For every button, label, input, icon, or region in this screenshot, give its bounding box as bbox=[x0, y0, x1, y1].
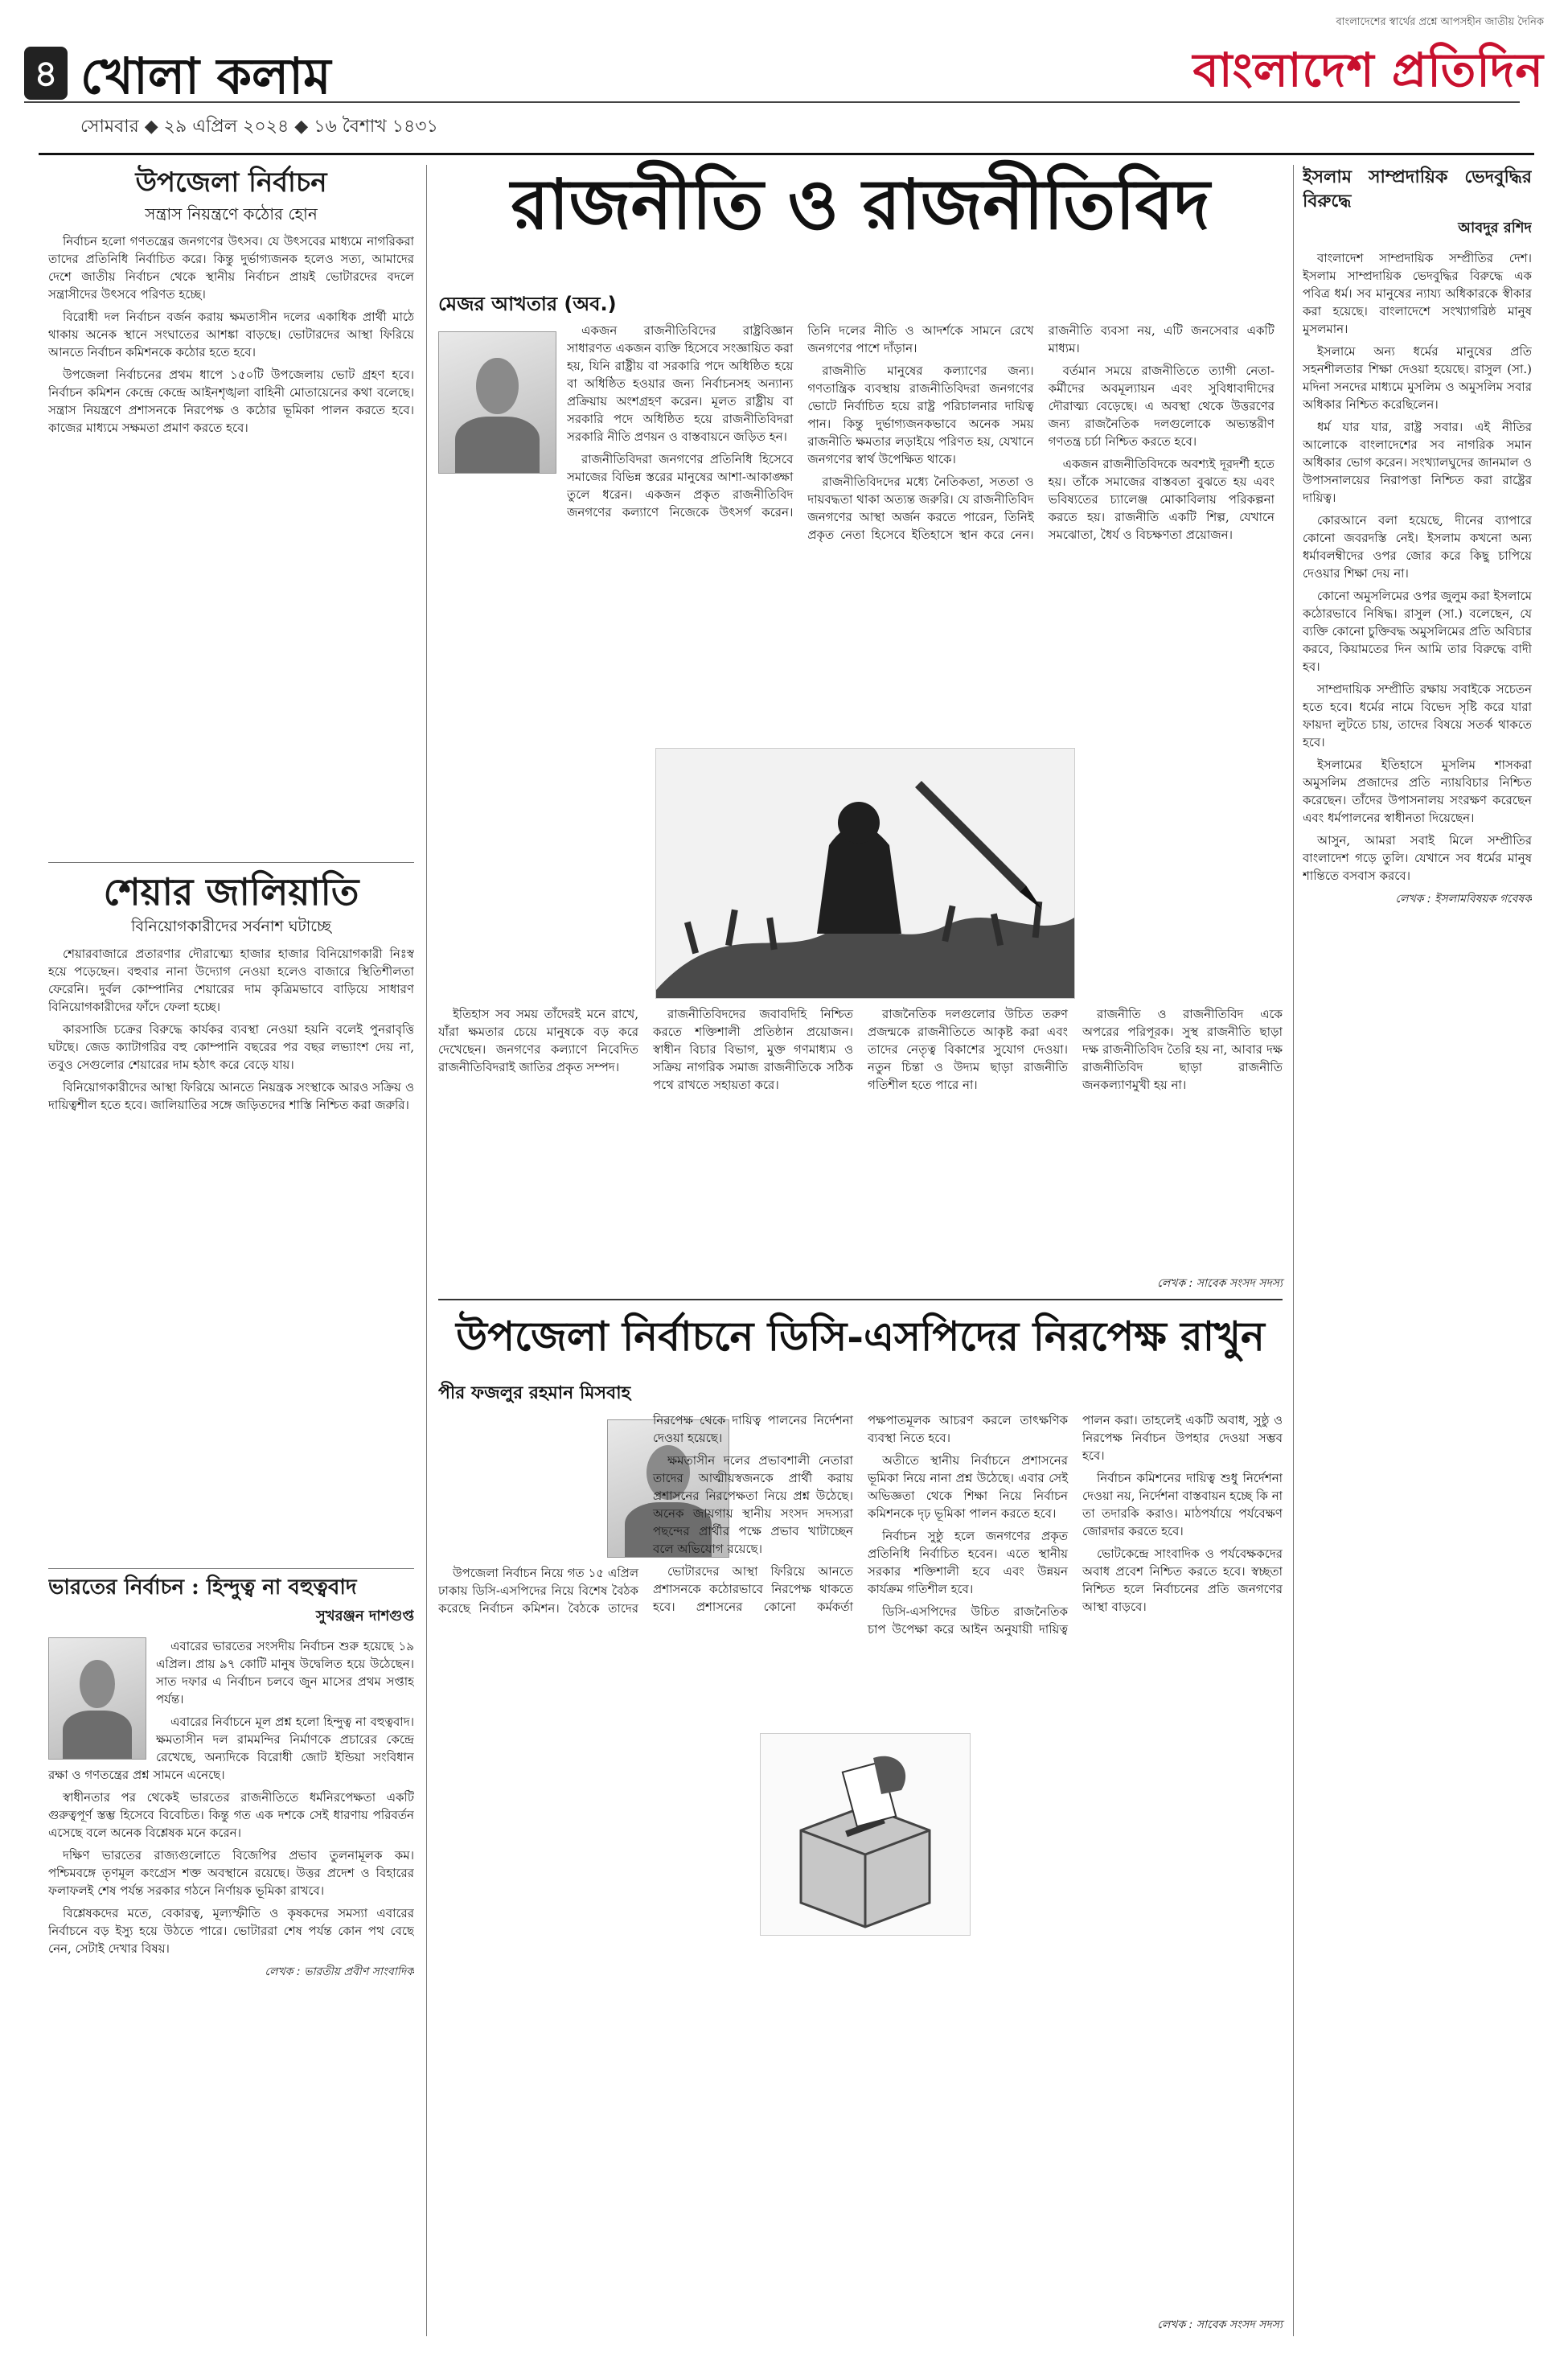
share-subtitle: বিনিয়োগকারীদের সর্বনাশ ঘটাচ্ছে bbox=[131, 918, 331, 935]
right-title: ইসলাম সাম্প্রদায়িক ভেদবুদ্ধির বিরুদ্ধে bbox=[1303, 166, 1532, 212]
india-credit: লেখক : ভারতীয় প্রবীণ সাংবাদিক bbox=[265, 1965, 414, 1978]
india-author: সুখরঞ্জন দাশগুপ্ত bbox=[315, 1608, 414, 1624]
page-header bbox=[0, 0, 1568, 153]
right-author: আবদুর রশিদ bbox=[1458, 220, 1532, 236]
second-para: ডিসি-এসপিদের উচিত রাজনৈতিক চাপ উপেক্ষা করে আইন অনুযায়ী দায়িত্ব পালন করা। তাহলেই একটি অবাধ, সুষ্ঠু ও নিরপেক্ষ নির্বাচন উপহার দেওয়া সম্ভব হবে। bbox=[868, 1413, 1283, 1637]
right-para: আসুন, আমরা সবাই মিলে সম্প্রীতির বাংলাদেশ গড়ে তুলি। যেখানে সব ধর্মের মানুষ শান্তিতে বসবাস করবে। bbox=[1303, 833, 1532, 883]
masthead-logo[interactable] bbox=[1193, 14, 1544, 113]
upazila-para: উপজেলা নির্বাচনের প্রথম ধাপে ১৫০টি উপজেলায় ভোট গ্রহণ হবে। নির্বাচন কমিশন কেন্দ্রে কেন্দ্রে আইনশৃঙ্খলা বাহিনী মোতায়েনের কথা বলেছে। সন্ত্রাস নিয়ন্ত্রণে প্রশাসনকে নিরপেক্ষ ও কঠোর ভূমিকা পালন করতে হবে। কাজের মাধ্যমে সক্ষমতা প্রমাণ করতে হবে। bbox=[48, 368, 414, 435]
left-divider-2 bbox=[48, 1568, 414, 1569]
right-para: কোরআনে বলা হয়েছে, দীনের ব্যাপারে কোনো জবরদস্তি নেই। ইসলাম কখনো অন্য ধর্মাবলম্বীদের ওপর জোর করে কিছু চাপিয়ে দেওয়ার শিক্ষা দেয় না। bbox=[1303, 513, 1532, 581]
left-column bbox=[48, 165, 414, 2336]
column-divider-right bbox=[1293, 165, 1294, 2336]
center-divider bbox=[438, 1299, 1283, 1300]
main-body-bottom bbox=[438, 1005, 1283, 1271]
right-para: ইসলামের ইতিহাসে মুসলিম শাসকরা অমুসলিম প্রজাদের প্রতি ন্যায়বিচার নিশ্চিত করেছেন। তাঁদের উপাসনালয় সংরক্ষণ করেছেন এবং ধর্মপালনের স্বাধীনতা দিয়েছেন। bbox=[1303, 758, 1532, 825]
right-para: সাম্প্রদায়িক সম্প্রীতি রক্ষায় সবাইকে সচেতন হতে হবে। ধর্মের নামে বিভেদ সৃষ্টি করে যারা ফায়দা লুটতে চায়, তাদের বিষয়ে সতর্ক থাকতে হবে। bbox=[1303, 682, 1532, 750]
second-para: উপজেলা নির্বাচন নিয়ে গত ১৫ এপ্রিল ঢাকায় ডিসি-এসপিদের নিয়ে বিশেষ বৈঠক করেছে নির্বাচন কমিশন। বৈঠকে তাদের নিরপেক্ষ থেকে দায়িত্ব পালনের নির্দেশনা দেওয়া হয়েছে। bbox=[438, 1413, 853, 1616]
second-para: অতীতে স্থানীয় নির্বাচনে প্রশাসনের ভূমিকা নিয়ে নানা প্রশ্ন উঠেছে। এবার সেই অভিজ্ঞতা থেকে শিক্ষা নিয়ে নির্বাচন কমিশনকে দৃঢ় ভূমিকা পালন করতে হবে। bbox=[868, 1453, 1068, 1521]
header-rule bbox=[39, 153, 1534, 155]
author-photo bbox=[48, 1637, 146, 1760]
main-para: রাজনীতি ও রাজনীতিবিদ একে অপরের পরিপূরক। সুস্থ রাজনীতি ছাড়া দক্ষ রাজনীতিবিদ তৈরি হয় না, আবার দক্ষ রাজনীতিবিদ ছাড়া রাজনীতি জনকল্যাণমুখী হয় না। bbox=[1082, 1007, 1283, 1092]
main-para: রাজনীতি মানুষের কল্যাণের জন্য। গণতান্ত্রিক ব্যবস্থায় রাজনীতিবিদরা জনগণের ভোটে নির্বাচিত হয়ে রাষ্ট্র পরিচালনার দায়িত্ব পান। কিন্তু দুর্ভাগ্যজনকভাবে অনেক সময় রাজনীতি ক্ষমতার লড়াইয়ে পরিণত হয়, যেখানে জনগণের স্বার্থ উপেক্ষিত থাকে। bbox=[807, 363, 1034, 466]
column-divider-left bbox=[426, 165, 427, 2336]
india-title: ভারতের নির্বাচন : হিন্দুত্ব না বহুত্ববাদ bbox=[48, 1575, 357, 1600]
date-line: সোমবার ◆ ২৯ এপ্রিল ২০২৪ ◆ ১৬ বৈশাখ ১৪৩১ bbox=[80, 117, 438, 137]
india-para: এবারের নির্বাচনে মূল প্রশ্ন হলো হিন্দুত্ব না বহুত্ববাদ। ক্ষমতাসীন দল রামমন্দির নির্মাণকে প্রচারের কেন্দ্রে রেখেছে, অন্যদিকে বিরোধী জোট ইন্ডিয়া সংবিধান রক্ষা ও গণতন্ত্রের প্রশ্ন সামনে এনেছে। bbox=[48, 1715, 414, 1782]
right-para: ধর্ম যার যার, রাষ্ট্র সবার। এই নীতির আলোকে বাংলাদেশের সব নাগরিক সমান অধিকার ভোগ করেন। সংখ্যালঘুদের জানমাল ও উপাসনালয়ের নিরাপত্তা নিশ্চিত করা রাষ্ট্রের দায়িত্ব। bbox=[1303, 420, 1532, 505]
share-para: কারসাজি চক্রের বিরুদ্ধে কার্যকর ব্যবস্থা নেওয়া হয়নি বলেই পুনরাবৃত্তি ঘটছে। জেড ক্যাটাগরির বহু কোম্পানি বছরের পর বছর লভ্যাংশ দেয় না, তবুও সেগুলোর শেয়ারের দাম হঠাৎ করে বেড়ে যায়। bbox=[48, 1022, 414, 1072]
second-para: ক্ষমতাসীন দলের প্রভাবশালী নেতারা তাদের আত্মীয়স্বজনকে প্রার্থী করায় প্রশাসনের নিরপেক্ষতা নিয়ে প্রশ্ন উঠেছে। অনেক জায়গায় স্থানীয় সংসদ সদস্যরা পছন্দের প্রার্থীর পক্ষে প্রভাব খাটাচ্ছেন বলে অভিযোগ রয়েছে। bbox=[653, 1453, 853, 1556]
right-column bbox=[1303, 165, 1532, 2336]
main-para: রাজনীতিবিদরা জনগণের প্রতিনিধি হিসেবে সমাজের বিভিন্ন স্তরের মানুষের আশা-আকাঙ্ক্ষা তুলে ধরেন। একজন প্রকৃত রাজনীতিবিদ জনগণের কল্যাণে নিজেকে উৎসর্গ করেন। তিনি দলের নীতি ও আদর্শকে সামনে রেখে জনগণের পাশে দাঁড়ান। bbox=[567, 323, 1034, 520]
india-para: এবারের ভারতের সংসদীয় নির্বাচন শুরু হয়েছে ১৯ এপ্রিল। প্রায় ৯৭ কোটি মানুষ উদ্বেলিত হয়ে উঠেছেন। সাত দফার এ নির্বাচন চলবে জুন মাসের প্রথম সপ্তাহ পর্যন্ত। bbox=[156, 1639, 414, 1707]
upazila-title: উপজেলা নির্বাচন bbox=[135, 166, 327, 199]
second-para: নির্বাচন সুষ্ঠু হলে জনগণের প্রকৃত প্রতিনিধি নির্বাচিত হবেন। এতে স্থানীয় সরকার শক্তিশালী হবে এবং উন্নয়ন কার্যক্রম গতিশীল হবে। bbox=[868, 1529, 1068, 1596]
right-credit: লেখক : ইসলামবিষয়ক গবেষক bbox=[1395, 893, 1532, 906]
main-para: রাজনীতিবিদদের জবাবদিহি নিশ্চিত করতে শক্তিশালী প্রতিষ্ঠান প্রয়োজন। স্বাধীন বিচার বিভাগ, মুক্ত গণমাধ্যম ও সক্রিয় নাগরিক সমাজ রাজনীতিকে সঠিক পথে রাখতে সহায়তা করে। bbox=[653, 1007, 853, 1092]
upazila-para: নির্বাচন হলো গণতন্ত্রের জনগণের উৎসব। যে উৎসবের মাধ্যমে নাগরিকরা তাদের প্রতিনিধি নির্বাচিত করে। কিন্তু দুর্ভাগ্যজনক হলেও সত্য, আমাদের দেশে জাতীয় নির্বাচন থেকে স্থানীয় নির্বাচন প্রায়ই ভোটারদের বদলে সন্ত্রাসীদের উৎসবে পরিণত হচ্ছে। bbox=[48, 234, 414, 302]
section-title: খোলা কলাম bbox=[80, 47, 331, 105]
main-credit: লেখক : সাবেক সংসদ সদস্য bbox=[1157, 1277, 1283, 1290]
india-article bbox=[48, 1569, 414, 2330]
main-article bbox=[438, 161, 1283, 1290]
main-para: রাজনৈতিক দলগুলোর উচিত তরুণ প্রজন্মকে রাজনীতিতে আকৃষ্ট করা এবং তাদের নেতৃত্ব বিকাশের সুযোগ দেওয়া। নতুন চিন্তা ও উদ্যম ছাড়া রাজনীতি গতিশীল হতে পারে না। bbox=[868, 1007, 1068, 1092]
india-para: দক্ষিণ ভারতের রাজ্যগুলোতে বিজেপির প্রভাব তুলনামূলক কম। পশ্চিমবঙ্গে তৃণমূল কংগ্রেস শক্ত অবস্থানে রয়েছে। উত্তর প্রদেশ ও বিহারের ফলাফলই শেষ পর্যন্ত সরকার গঠনে নির্ণায়ক ভূমিকা রাখবে। bbox=[48, 1848, 414, 1898]
right-para: ইসলামে অন্য ধর্মের মানুষের প্রতি সহনশীলতার শিক্ষা দেওয়া হয়েছে। রাসুল (সা.) মদিনা সনদের মাধ্যমে মুসলিম ও অমুসলিম সবার অধিকার নিশ্চিত করেছিলেন। bbox=[1303, 344, 1532, 412]
right-para: বাংলাদেশ সাম্প্রদায়িক সম্প্রীতির দেশ। ইসলাম সাম্প্রদায়িক ভেদবুদ্ধির বিরুদ্ধে এক পবিত্র ধর্ম। সব মানুষের ন্যায্য অধিকারকে স্বীকার করা হয়েছে। বাংলাদেশে সংখ্যাগরিষ্ঠ মানুষ মুসলমান। bbox=[1303, 251, 1532, 336]
share-para: বিনিয়োগকারীদের আস্থা ফিরিয়ে আনতে নিয়ন্ত্রক সংস্থাকে আরও সক্রিয় ও দায়িত্বশীল হতে হবে। জালিয়াতির সঙ্গে জড়িতদের শাস্তি নিশ্চিত করা জরুরি। bbox=[48, 1080, 414, 1112]
second-article bbox=[438, 1307, 1283, 2336]
main-title: রাজনীতি ও রাজনীতিবিদ bbox=[511, 164, 1210, 245]
page-number: ৪ bbox=[24, 47, 68, 100]
share-editorial bbox=[48, 865, 414, 1569]
second-body bbox=[438, 1411, 1283, 2320]
second-para: ভোটকেন্দ্রে সাংবাদিক ও পর্যবেক্ষকদের অবাধ প্রবেশ নিশ্চিত করতে হবে। স্বচ্ছতা নিশ্চিত হলে নির্বাচনের প্রতি জনগণের আস্থা বাড়বে। bbox=[1082, 1546, 1283, 1614]
politics-illustration bbox=[655, 748, 1075, 999]
author-photo bbox=[438, 331, 556, 474]
main-para: ইতিহাস সব সময় তাঁদেরই মনে রাখে, যাঁরা ক্ষমতার চেয়ে মানুষকে বড় করে দেখেছেন। জনগণের কল্যাণে নিবেদিত রাজনীতিবিদরাই জাতির প্রকৃত সম্পদ। bbox=[438, 1007, 638, 1074]
left-divider-1 bbox=[48, 862, 414, 863]
upazila-para: বিরোধী দল নির্বাচন বর্জন করায় ক্ষমতাসীন দলের একাধিক প্রার্থী মাঠে থাকায় অনেক স্থানে সংঘাতের আশঙ্কা বাড়ছে। ভোটারদের আস্থা ফিরিয়ে আনতে নির্বাচন কমিশনকে কঠোর হতে হবে। bbox=[48, 310, 414, 359]
india-para: স্বাধীনতার পর থেকেই ভারতের রাজনীতিতে ধর্মনিরপেক্ষতা একটি গুরুত্বপূর্ণ স্তম্ভ হিসেবে বিবেচিত। কিন্তু গত এক দশকে সেই ধারণায় পরিবর্তন এসেছে বলে অনেক বিশ্লেষক মনে করেন। bbox=[48, 1790, 414, 1840]
india-para: বিশ্লেষকদের মতে, বেকারত্ব, মূল্যস্ফীতি ও কৃষকদের সমস্যা এবারের নির্বাচনে বড় ইস্যু হয়ে উঠতে পারে। ভোটাররা শেষ পর্যন্ত কোন পথ বেছে নেন, সেটাই দেখার বিষয়। bbox=[48, 1906, 414, 1956]
second-credit: লেখক : সাবেক সংসদ সদস্য bbox=[1157, 2319, 1283, 2331]
upazila-editorial bbox=[48, 165, 414, 865]
second-title: উপজেলা নির্বাচনে ডিসি-এসপিদের নিরপেক্ষ রাখুন bbox=[456, 1312, 1265, 1360]
share-para: শেয়ারবাজারে প্রতারণার দৌরাত্ম্যে হাজার হাজার বিনিয়োগকারী নিঃস্ব হয়ে পড়েছেন। বহুবার নানা উদ্যোগ নেওয়া হলেও বাজারে স্থিতিশীলতা ফেরেনি। দুর্বল কোম্পানির শেয়ারের দাম কৃত্রিমভাবে বাড়িয়ে সাধারণ বিনিয়োগকারীদের ফাঁদে ফেলা হচ্ছে। bbox=[48, 947, 414, 1014]
logo-tagline: বাংলাদেশের স্বার্থের প্রশ্নে আপসহীন জাতীয় দৈনিক bbox=[1336, 16, 1544, 28]
upazila-subtitle: সন্ত্রাস নিয়ন্ত্রণে কঠোর হোন bbox=[145, 204, 318, 224]
right-para: কোনো অমুসলিমের ওপর জুলুম করা ইসলামে কঠোরভাবে নিষিদ্ধ। রাসুল (সা.) বলেছেন, যে ব্যক্তি কোনো চুক্তিবদ্ধ অমুসলিমের প্রতি অবিচার করবে, কিয়ামতের দিন আমি তার বিরুদ্ধে বাদী হব। bbox=[1303, 589, 1532, 674]
main-para: রাজনীতিবিদদের মধ্যে নৈতিকতা, সততা ও দায়বদ্ধতা থাকা অত্যন্ত জরুরি। যে রাজনীতিবিদ জনগণের আস্থা অর্জন করতে পারেন, তিনিই প্রকৃত নেতা হিসেবে ইতিহাসে স্থান করে নেন। রাজনীতি ব্যবসা নয়, এটি জনসেবার একটি মাধ্যম। bbox=[807, 323, 1275, 542]
main-para: একজন রাজনীতিবিদের রাষ্ট্রবিজ্ঞান সাধারণত একজন ব্যক্তি হিসেবে সংজ্ঞায়িত করা হয়, যিনি রাষ্ট্রীয় বা সরকারি পদে অধিষ্ঠিত হয়ে বা অধিষ্ঠিত হওয়ার জন্য নির্বাচনসহ অন্যান্য প্রক্রিয়ায় অংশগ্রহণ করেন। মূলত রাষ্ট্রীয় বা সরকারি পদে অধিষ্ঠিত হয়ে রাজনীতিবিদরা সরকারি নীতি প্রণয়ন ও বাস্তবায়নে জড়িত হন। bbox=[567, 323, 794, 444]
second-para: ভোটারদের আস্থা ফিরিয়ে আনতে প্রশাসনকে কঠোরভাবে নিরপেক্ষ থাকতে হবে। প্রশাসনের কোনো কর্মকর্তা পক্ষপাতমূলক আচরণ করলে তাৎক্ষণিক ব্যবস্থা নিতে হবে। bbox=[653, 1413, 1068, 1614]
main-para: বর্তমান সময়ে রাজনীতিতে ত্যাগী নেতা-কর্মীদের অবমূল্যায়ন এবং সুবিধাবাদীদের দৌরাত্ম্য বেড়েছে। এ অবস্থা থেকে উত্তরণের জন্য রাজনৈতিক দলগুলোকে অভ্যন্তরীণ গণতন্ত্র চর্চা নিশ্চিত করতে হবে। bbox=[1048, 363, 1275, 449]
main-para: একজন রাজনীতিবিদকে অবশ্যই দূরদর্শী হতে হয়। তাঁকে সমাজের বাস্তবতা বুঝতে হয় এবং ভবিষ্যতের চ্যালেঞ্জ মোকাবিলায় পরিকল্পনা করতে হয়। রাজনীতি একটি শিল্প, যেখানে সমঝোতা, ধৈর্য ও বিচক্ষণতা প্রয়োজন। bbox=[1048, 457, 1275, 542]
logo-name: বাংলাদেশ প্রতিদিন bbox=[1192, 43, 1544, 97]
main-author: মেজর আখতার (অব.) bbox=[438, 293, 617, 315]
second-para: নির্বাচন কমিশনের দায়িত্ব শুধু নির্দেশনা দেওয়া নয়, নির্দেশনা বাস্তবায়ন হচ্ছে কি না তা তদারকি করাও। মাঠপর্যায়ে পর্যবেক্ষণ জোরদার করতে হবে। bbox=[1082, 1471, 1283, 1538]
share-title: শেয়ার জালিয়াতি bbox=[103, 870, 359, 914]
second-author: পীর ফজলুর রহমান মিসবাহ bbox=[438, 1383, 631, 1403]
